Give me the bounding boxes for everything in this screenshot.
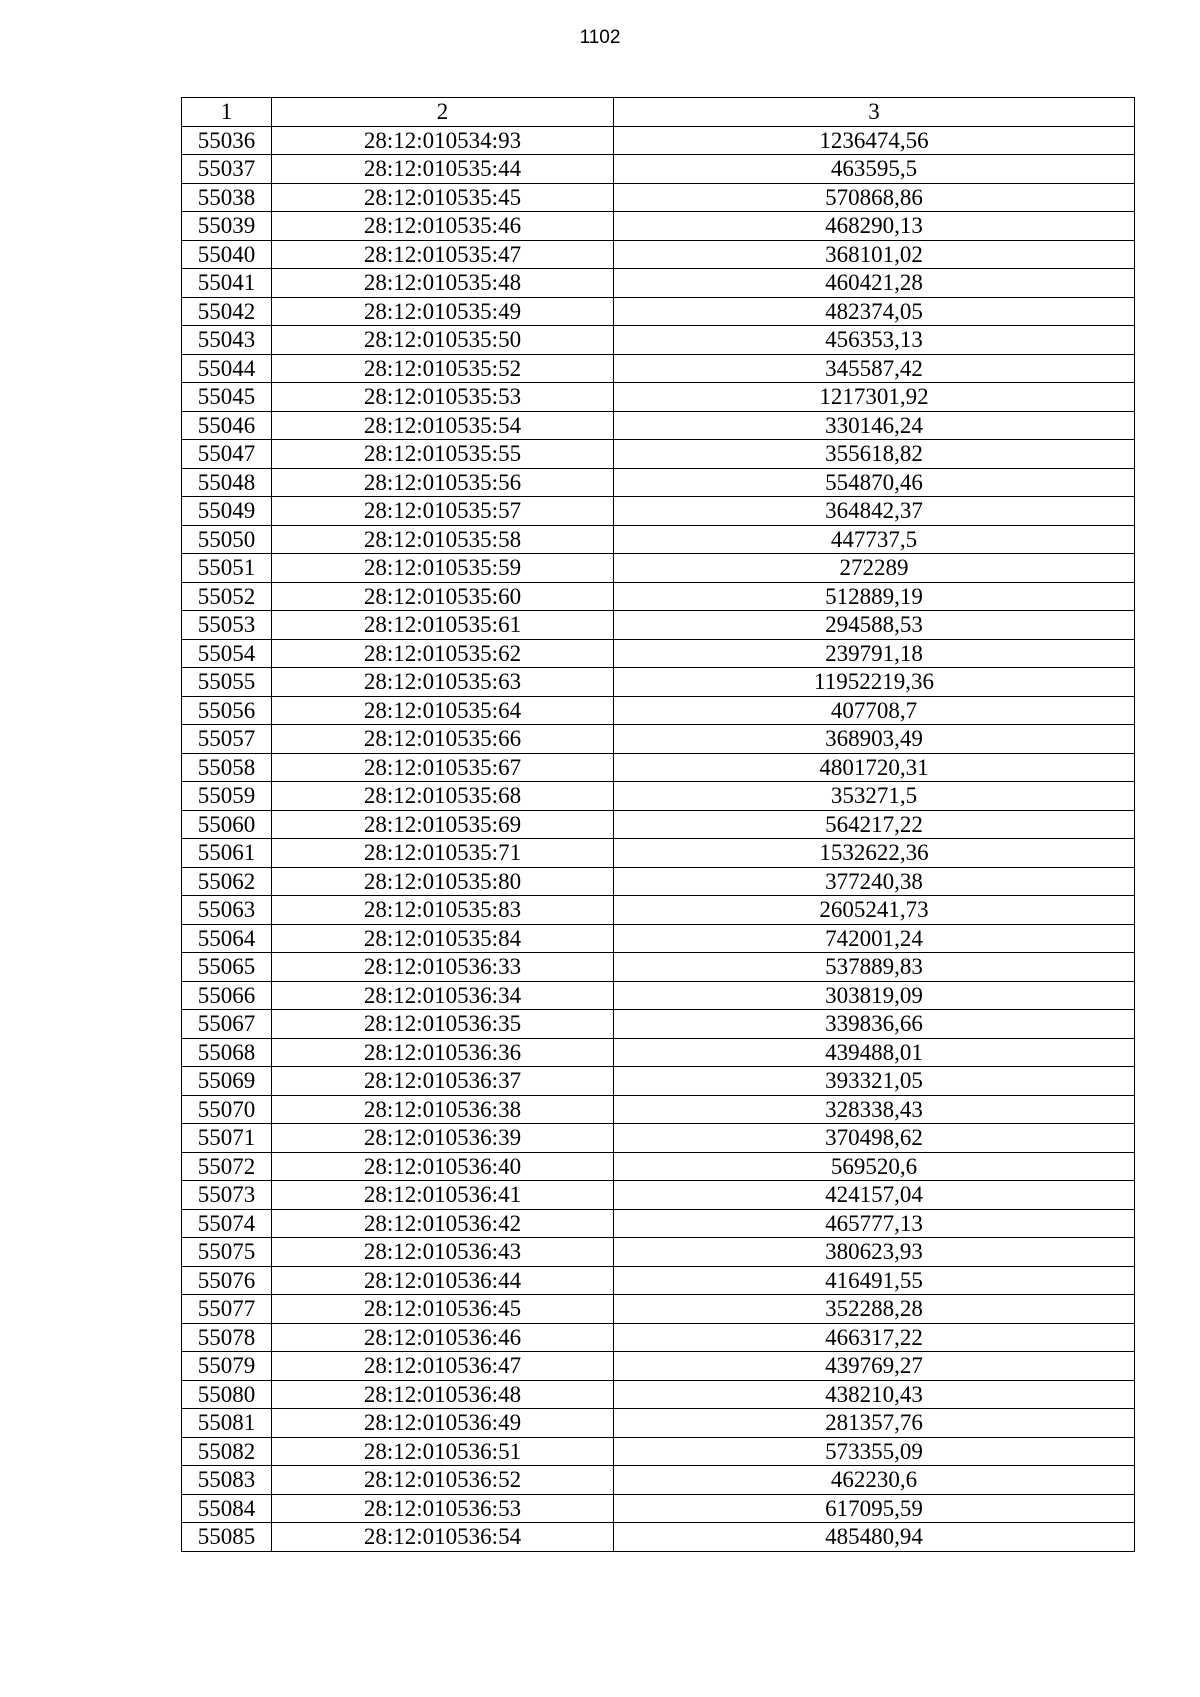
row-index-cell: 55046 <box>182 411 272 440</box>
row-index-cell: 55071 <box>182 1124 272 1153</box>
cadastral-number-cell: 28:12:010536:41 <box>272 1181 614 1210</box>
row-index-cell: 55052 <box>182 582 272 611</box>
cadastral-number-cell: 28:12:010536:54 <box>272 1523 614 1552</box>
cadastral-number-cell: 28:12:010536:35 <box>272 1010 614 1039</box>
value-cell: 272289 <box>614 554 1135 583</box>
table-row <box>182 440 1135 469</box>
table-row <box>182 354 1135 383</box>
cadastral-number-cell: 28:12:010536:33 <box>272 953 614 982</box>
value-cell: 1217301,92 <box>614 383 1135 412</box>
table-row <box>182 383 1135 412</box>
header-row <box>182 98 1135 127</box>
table-row <box>182 782 1135 811</box>
row-index-cell: 55047 <box>182 440 272 469</box>
row-index-cell: 55067 <box>182 1010 272 1039</box>
table-row <box>182 582 1135 611</box>
value-cell: 554870,46 <box>614 468 1135 497</box>
table-row <box>182 1352 1135 1381</box>
row-index-cell: 55049 <box>182 497 272 526</box>
table-row <box>182 1181 1135 1210</box>
row-index-cell: 55054 <box>182 639 272 668</box>
value-cell: 393321,05 <box>614 1067 1135 1096</box>
value-cell: 345587,42 <box>614 354 1135 383</box>
value-cell: 570868,86 <box>614 183 1135 212</box>
cadastral-number-cell: 28:12:010535:50 <box>272 326 614 355</box>
value-cell: 460421,28 <box>614 269 1135 298</box>
value-cell: 2605241,73 <box>614 896 1135 925</box>
value-cell: 1236474,56 <box>614 126 1135 155</box>
cadastral-number-cell: 28:12:010535:59 <box>272 554 614 583</box>
table-row <box>182 126 1135 155</box>
table-row <box>182 1067 1135 1096</box>
row-index-cell: 55039 <box>182 212 272 241</box>
table-row <box>182 497 1135 526</box>
row-index-cell: 55064 <box>182 924 272 953</box>
value-cell: 424157,04 <box>614 1181 1135 1210</box>
row-index-cell: 55075 <box>182 1238 272 1267</box>
value-cell: 353271,5 <box>614 782 1135 811</box>
cadastral-number-cell: 28:12:010536:45 <box>272 1295 614 1324</box>
value-cell: 462230,6 <box>614 1466 1135 1495</box>
row-index-cell: 55045 <box>182 383 272 412</box>
row-index-cell: 55078 <box>182 1323 272 1352</box>
cadastral-number-cell: 28:12:010535:69 <box>272 810 614 839</box>
row-index-cell: 55048 <box>182 468 272 497</box>
value-cell: 468290,13 <box>614 212 1135 241</box>
row-index-cell: 55085 <box>182 1523 272 1552</box>
table-row <box>182 468 1135 497</box>
value-cell: 368903,49 <box>614 725 1135 754</box>
table-row <box>182 240 1135 269</box>
row-index-cell: 55053 <box>182 611 272 640</box>
value-cell: 438210,43 <box>614 1380 1135 1409</box>
row-index-cell: 55070 <box>182 1095 272 1124</box>
row-index-cell: 55036 <box>182 126 272 155</box>
row-index-cell: 55080 <box>182 1380 272 1409</box>
value-cell: 439769,27 <box>614 1352 1135 1381</box>
row-index-cell: 55038 <box>182 183 272 212</box>
value-cell: 466317,22 <box>614 1323 1135 1352</box>
row-index-cell: 55084 <box>182 1494 272 1523</box>
table-row <box>182 953 1135 982</box>
table-row <box>182 611 1135 640</box>
cadastral-number-cell: 28:12:010536:34 <box>272 981 614 1010</box>
row-index-cell: 55042 <box>182 297 272 326</box>
cadastral-number-cell: 28:12:010535:45 <box>272 183 614 212</box>
table-row <box>182 896 1135 925</box>
table-row <box>182 155 1135 184</box>
value-cell: 439488,01 <box>614 1038 1135 1067</box>
row-index-cell: 55061 <box>182 839 272 868</box>
value-cell: 482374,05 <box>614 297 1135 326</box>
table-row <box>182 1466 1135 1495</box>
value-cell: 303819,09 <box>614 981 1135 1010</box>
table-header <box>182 98 1135 127</box>
cadastral-number-cell: 28:12:010536:36 <box>272 1038 614 1067</box>
column-number-3: 3 <box>614 98 1135 127</box>
table-row <box>182 1266 1135 1295</box>
cadastral-number-cell: 28:12:010535:66 <box>272 725 614 754</box>
cadastral-number-cell: 28:12:010535:67 <box>272 753 614 782</box>
cadastral-number-cell: 28:12:010535:54 <box>272 411 614 440</box>
table-row <box>182 1038 1135 1067</box>
table-row <box>182 1437 1135 1466</box>
row-index-cell: 55081 <box>182 1409 272 1438</box>
value-cell: 407708,7 <box>614 696 1135 725</box>
row-index-cell: 55060 <box>182 810 272 839</box>
value-cell: 573355,09 <box>614 1437 1135 1466</box>
cadastral-number-cell: 28:12:010536:40 <box>272 1152 614 1181</box>
value-cell: 463595,5 <box>614 155 1135 184</box>
row-index-cell: 55068 <box>182 1038 272 1067</box>
value-cell: 330146,24 <box>614 411 1135 440</box>
table-row <box>182 810 1135 839</box>
row-index-cell: 55056 <box>182 696 272 725</box>
table-row <box>182 1152 1135 1181</box>
row-index-cell: 55040 <box>182 240 272 269</box>
table-row <box>182 183 1135 212</box>
table-row <box>182 753 1135 782</box>
table-row <box>182 297 1135 326</box>
value-cell: 617095,59 <box>614 1494 1135 1523</box>
cadastral-number-cell: 28:12:010535:53 <box>272 383 614 412</box>
value-cell: 368101,02 <box>614 240 1135 269</box>
value-cell: 1532622,36 <box>614 839 1135 868</box>
value-cell: 377240,38 <box>614 867 1135 896</box>
row-index-cell: 55037 <box>182 155 272 184</box>
value-cell: 569520,6 <box>614 1152 1135 1181</box>
value-cell: 364842,37 <box>614 497 1135 526</box>
table-row <box>182 525 1135 554</box>
cadastral-number-cell: 28:12:010535:68 <box>272 782 614 811</box>
table-row <box>182 1494 1135 1523</box>
row-index-cell: 55058 <box>182 753 272 782</box>
value-cell: 416491,55 <box>614 1266 1135 1295</box>
table-row <box>182 839 1135 868</box>
value-cell: 564217,22 <box>614 810 1135 839</box>
cadastral-number-cell: 28:12:010536:46 <box>272 1323 614 1352</box>
cadastral-number-cell: 28:12:010535:83 <box>272 896 614 925</box>
table-row <box>182 411 1135 440</box>
table-body <box>182 126 1135 1551</box>
value-cell: 4801720,31 <box>614 753 1135 782</box>
value-cell: 352288,28 <box>614 1295 1135 1324</box>
table-row <box>182 1523 1135 1552</box>
cadastral-number-cell: 28:12:010536:39 <box>272 1124 614 1153</box>
cadastral-number-cell: 28:12:010536:51 <box>272 1437 614 1466</box>
cadastral-number-cell: 28:12:010535:47 <box>272 240 614 269</box>
cadastral-number-cell: 28:12:010535:64 <box>272 696 614 725</box>
row-index-cell: 55057 <box>182 725 272 754</box>
value-cell: 447737,5 <box>614 525 1135 554</box>
cadastral-number-cell: 28:12:010536:42 <box>272 1209 614 1238</box>
table-row <box>182 1295 1135 1324</box>
row-index-cell: 55050 <box>182 525 272 554</box>
row-index-cell: 55074 <box>182 1209 272 1238</box>
cadastral-number-cell: 28:12:010535:63 <box>272 668 614 697</box>
value-cell: 742001,24 <box>614 924 1135 953</box>
row-index-cell: 55051 <box>182 554 272 583</box>
cadastral-number-cell: 28:12:010535:49 <box>272 297 614 326</box>
row-index-cell: 55072 <box>182 1152 272 1181</box>
row-index-cell: 55069 <box>182 1067 272 1096</box>
table-row <box>182 1323 1135 1352</box>
cadastral-number-cell: 28:12:010535:57 <box>272 497 614 526</box>
table-row <box>182 1095 1135 1124</box>
cadastral-value-table <box>181 97 1135 1552</box>
cadastral-number-cell: 28:12:010536:47 <box>272 1352 614 1381</box>
table-row <box>182 1238 1135 1267</box>
table-row <box>182 725 1135 754</box>
cadastral-number-cell: 28:12:010535:52 <box>272 354 614 383</box>
row-index-cell: 55082 <box>182 1437 272 1466</box>
value-cell: 465777,13 <box>614 1209 1135 1238</box>
row-index-cell: 55062 <box>182 867 272 896</box>
row-index-cell: 55041 <box>182 269 272 298</box>
table-row <box>182 1010 1135 1039</box>
cadastral-number-cell: 28:12:010535:44 <box>272 155 614 184</box>
row-index-cell: 55044 <box>182 354 272 383</box>
cadastral-number-cell: 28:12:010536:44 <box>272 1266 614 1295</box>
cadastral-number-cell: 28:12:010535:71 <box>272 839 614 868</box>
value-cell: 281357,76 <box>614 1409 1135 1438</box>
table-row <box>182 639 1135 668</box>
table-row <box>182 867 1135 896</box>
cadastral-number-cell: 28:12:010536:48 <box>272 1380 614 1409</box>
value-cell: 339836,66 <box>614 1010 1135 1039</box>
table-row <box>182 554 1135 583</box>
value-cell: 11952219,36 <box>614 668 1135 697</box>
column-number-1: 1 <box>182 98 272 127</box>
table-row <box>182 326 1135 355</box>
value-cell: 328338,43 <box>614 1095 1135 1124</box>
value-cell: 485480,94 <box>614 1523 1135 1552</box>
row-index-cell: 55079 <box>182 1352 272 1381</box>
row-index-cell: 55077 <box>182 1295 272 1324</box>
cadastral-number-cell: 28:12:010535:80 <box>272 867 614 896</box>
value-cell: 294588,53 <box>614 611 1135 640</box>
value-cell: 380623,93 <box>614 1238 1135 1267</box>
row-index-cell: 55063 <box>182 896 272 925</box>
cadastral-number-cell: 28:12:010535:56 <box>272 468 614 497</box>
row-index-cell: 55083 <box>182 1466 272 1495</box>
cadastral-number-cell: 28:12:010535:58 <box>272 525 614 554</box>
cadastral-number-cell: 28:12:010535:60 <box>272 582 614 611</box>
row-index-cell: 55066 <box>182 981 272 1010</box>
cadastral-number-cell: 28:12:010536:38 <box>272 1095 614 1124</box>
table-row <box>182 924 1135 953</box>
cadastral-number-cell: 28:12:010535:62 <box>272 639 614 668</box>
row-index-cell: 55076 <box>182 1266 272 1295</box>
table-row <box>182 1209 1135 1238</box>
row-index-cell: 55059 <box>182 782 272 811</box>
value-cell: 370498,62 <box>614 1124 1135 1153</box>
table-row <box>182 1124 1135 1153</box>
cadastral-number-cell: 28:12:010535:46 <box>272 212 614 241</box>
table-row <box>182 269 1135 298</box>
page-number: 1102 <box>579 27 621 48</box>
cadastral-number-cell: 28:12:010536:53 <box>272 1494 614 1523</box>
table-row <box>182 1380 1135 1409</box>
row-index-cell: 55055 <box>182 668 272 697</box>
row-index-cell: 55065 <box>182 953 272 982</box>
value-cell: 537889,83 <box>614 953 1135 982</box>
cadastral-number-cell: 28:12:010535:84 <box>272 924 614 953</box>
table-row <box>182 981 1135 1010</box>
cadastral-number-cell: 28:12:010535:55 <box>272 440 614 469</box>
cadastral-number-cell: 28:12:010536:49 <box>272 1409 614 1438</box>
column-number-2: 2 <box>272 98 614 127</box>
cadastral-number-cell: 28:12:010535:48 <box>272 269 614 298</box>
cadastral-number-cell: 28:12:010536:52 <box>272 1466 614 1495</box>
cadastral-number-cell: 28:12:010536:37 <box>272 1067 614 1096</box>
table-row <box>182 696 1135 725</box>
row-index-cell: 55043 <box>182 326 272 355</box>
cadastral-number-cell: 28:12:010535:61 <box>272 611 614 640</box>
table-row <box>182 212 1135 241</box>
value-cell: 355618,82 <box>614 440 1135 469</box>
cadastral-number-cell: 28:12:010534:93 <box>272 126 614 155</box>
table-row <box>182 1409 1135 1438</box>
row-index-cell: 55073 <box>182 1181 272 1210</box>
table-row <box>182 668 1135 697</box>
value-cell: 512889,19 <box>614 582 1135 611</box>
cadastral-number-cell: 28:12:010536:43 <box>272 1238 614 1267</box>
value-cell: 456353,13 <box>614 326 1135 355</box>
value-cell: 239791,18 <box>614 639 1135 668</box>
